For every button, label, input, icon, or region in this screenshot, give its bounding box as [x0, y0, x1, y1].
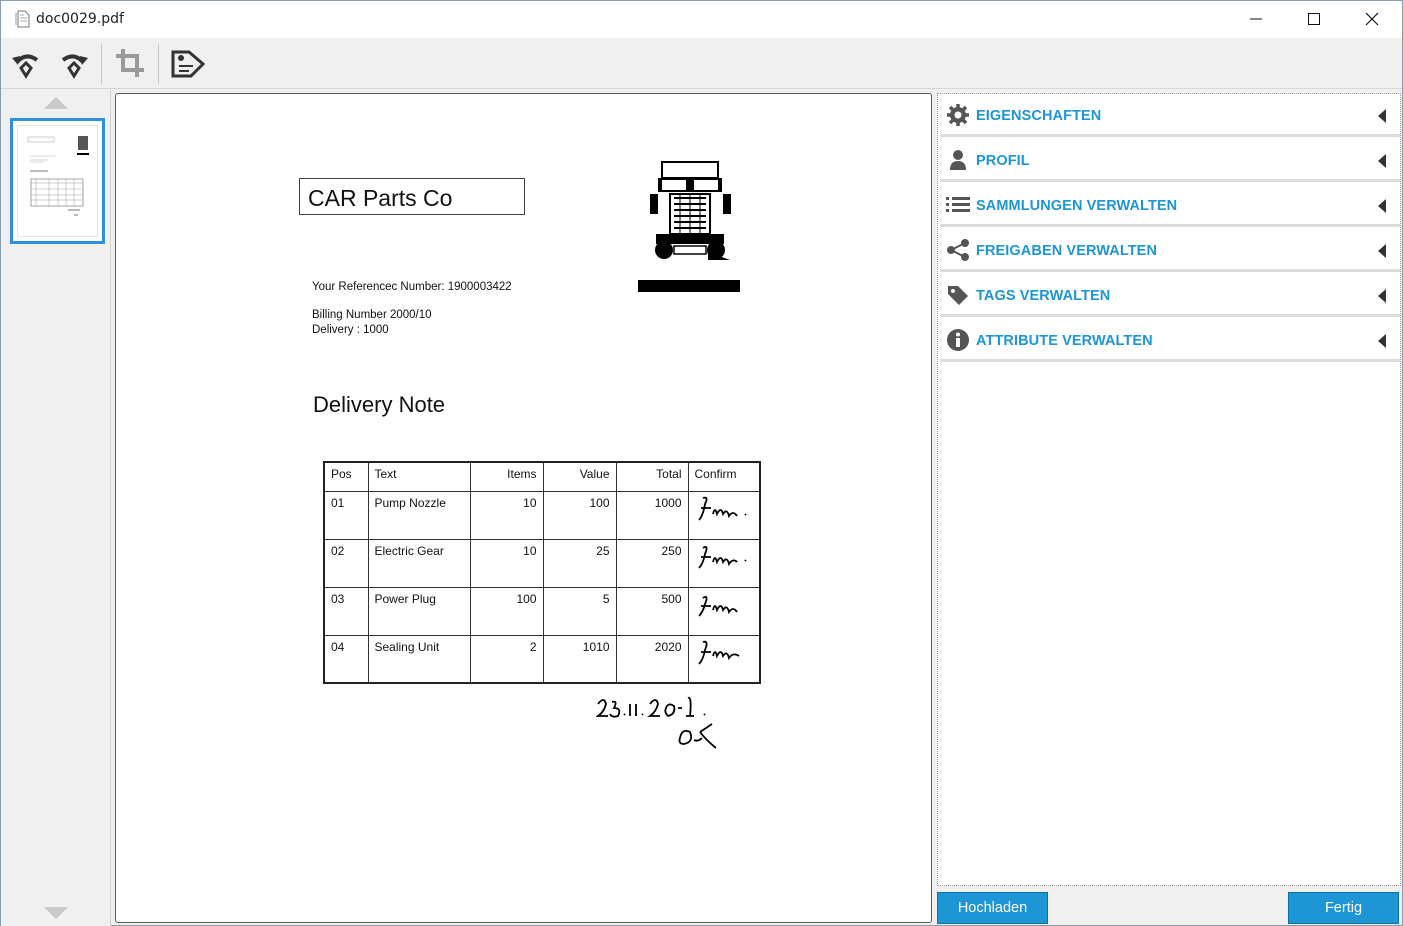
scroll-up-arrow-icon[interactable]: [44, 97, 68, 109]
caret-left-icon: [1378, 109, 1386, 123]
accordion-profil[interactable]: [940, 139, 1400, 182]
cell-confirm: [688, 587, 760, 635]
accordion-label: EIGENSCHAFTEN: [976, 108, 1102, 124]
column-header: Items: [470, 462, 543, 491]
cell-items: 10: [470, 491, 543, 539]
rotate-right-icon: [55, 44, 93, 82]
signature-icon: [695, 590, 751, 620]
caret-left-icon: [1378, 199, 1386, 213]
toolbar-separator: [158, 44, 159, 84]
cell-confirm: [688, 539, 760, 587]
cell-pos: 01: [324, 491, 368, 539]
close-icon: [1365, 12, 1379, 26]
rotate-left-button[interactable]: [7, 44, 45, 82]
accordion-label: TAGS VERWALTEN: [976, 288, 1111, 304]
page-thumbnail[interactable]: [10, 118, 105, 244]
accordion-freigaben[interactable]: [940, 229, 1400, 272]
caret-left-icon: [1378, 154, 1386, 168]
window-title: doc0029.pdf: [36, 11, 124, 27]
crop-icon: [111, 44, 149, 82]
cell-pos: 04: [324, 635, 368, 683]
cell-text: Power Plug: [368, 587, 470, 635]
caret-left-icon: [1378, 289, 1386, 303]
accordion-attribute[interactable]: [940, 319, 1400, 362]
cell-value: 100: [543, 491, 616, 539]
table-row: [324, 539, 760, 587]
cell-total: 2020: [616, 635, 688, 683]
cell-pos: 03: [324, 587, 368, 635]
cell-pos: 02: [324, 539, 368, 587]
signature-icon: [695, 542, 751, 572]
table-row: [324, 587, 760, 635]
upload-button[interactable]: Hochladen: [937, 892, 1048, 924]
cell-confirm: [688, 635, 760, 683]
delivery-number: Delivery : 1000: [312, 324, 389, 336]
handwritten-ok-icon: [676, 722, 722, 752]
thumbnail-strip: [1, 90, 111, 926]
list-icon: [946, 193, 970, 217]
signature-icon: [695, 494, 751, 524]
accordion-label: SAMMLUNGEN VERWALTEN: [976, 198, 1178, 214]
document-page: [116, 94, 931, 922]
minimize-button[interactable]: [1228, 1, 1286, 38]
truck-logo-icon: [648, 160, 733, 264]
scroll-down-arrow-icon[interactable]: [44, 907, 68, 919]
rotate-left-icon: [7, 44, 45, 82]
document-viewer[interactable]: [115, 93, 932, 923]
accordion-label: PROFIL: [976, 153, 1030, 169]
reference-number: Your Referencec Number: 1900003422: [312, 281, 512, 293]
info-icon: [946, 328, 970, 352]
document-title: Delivery Note: [313, 392, 446, 417]
cell-text: Pump Nozzle: [368, 491, 470, 539]
done-button[interactable]: Fertig: [1288, 892, 1399, 924]
scan-tag-icon: [169, 44, 207, 82]
gear-icon: [946, 103, 970, 127]
accordion-label: FREIGABEN VERWALTEN: [976, 243, 1158, 259]
cell-text: Sealing Unit: [368, 635, 470, 683]
accordion-eigenschaften[interactable]: [940, 94, 1400, 137]
billing-number: Billing Number 2000/10: [312, 309, 432, 321]
redaction-bar: [638, 280, 740, 292]
handwritten-date-icon: [596, 694, 726, 724]
scan-tag-button[interactable]: [169, 44, 207, 82]
crop-button[interactable]: [111, 44, 149, 82]
accordion-sammlungen[interactable]: [940, 184, 1400, 227]
column-header: Total: [616, 462, 688, 491]
accordion-tags[interactable]: [940, 274, 1400, 317]
cell-confirm: [688, 491, 760, 539]
caret-left-icon: [1378, 244, 1386, 258]
cell-value: 5: [543, 587, 616, 635]
column-header: Pos: [324, 462, 368, 491]
thumbnail-preview: [17, 125, 98, 237]
accordion-label: ATTRIBUTE VERWALTEN: [976, 333, 1153, 349]
delivery-table: [323, 461, 761, 684]
maximize-button[interactable]: [1286, 1, 1344, 38]
table-row: [324, 635, 760, 683]
rotate-right-button[interactable]: [55, 44, 93, 82]
maximize-icon: [1307, 12, 1321, 26]
company-name: CAR Parts Co: [299, 178, 525, 215]
cell-items: 2: [470, 635, 543, 683]
column-header: Text: [368, 462, 470, 491]
user-icon: [946, 148, 970, 172]
close-button[interactable]: [1344, 1, 1402, 38]
table-row: [324, 491, 760, 539]
share-icon: [946, 238, 970, 262]
document-stack-icon: [15, 10, 31, 28]
properties-panel: [937, 93, 1401, 886]
cell-value: 1010: [543, 635, 616, 683]
cell-items: 10: [470, 539, 543, 587]
table-header-row: [324, 462, 760, 491]
toolbar-separator: [101, 44, 102, 84]
column-header: Value: [543, 462, 616, 491]
cell-text: Electric Gear: [368, 539, 470, 587]
column-header: Confirm: [688, 462, 760, 491]
cell-total: 250: [616, 539, 688, 587]
cell-total: 1000: [616, 491, 688, 539]
minimize-icon: [1249, 12, 1263, 26]
title-bar: [1, 1, 1402, 38]
cell-items: 100: [470, 587, 543, 635]
caret-left-icon: [1378, 334, 1386, 348]
toolbar: [1, 38, 1402, 89]
cell-value: 25: [543, 539, 616, 587]
signature-icon: [695, 638, 751, 668]
cell-total: 500: [616, 587, 688, 635]
tag-icon: [946, 283, 970, 307]
